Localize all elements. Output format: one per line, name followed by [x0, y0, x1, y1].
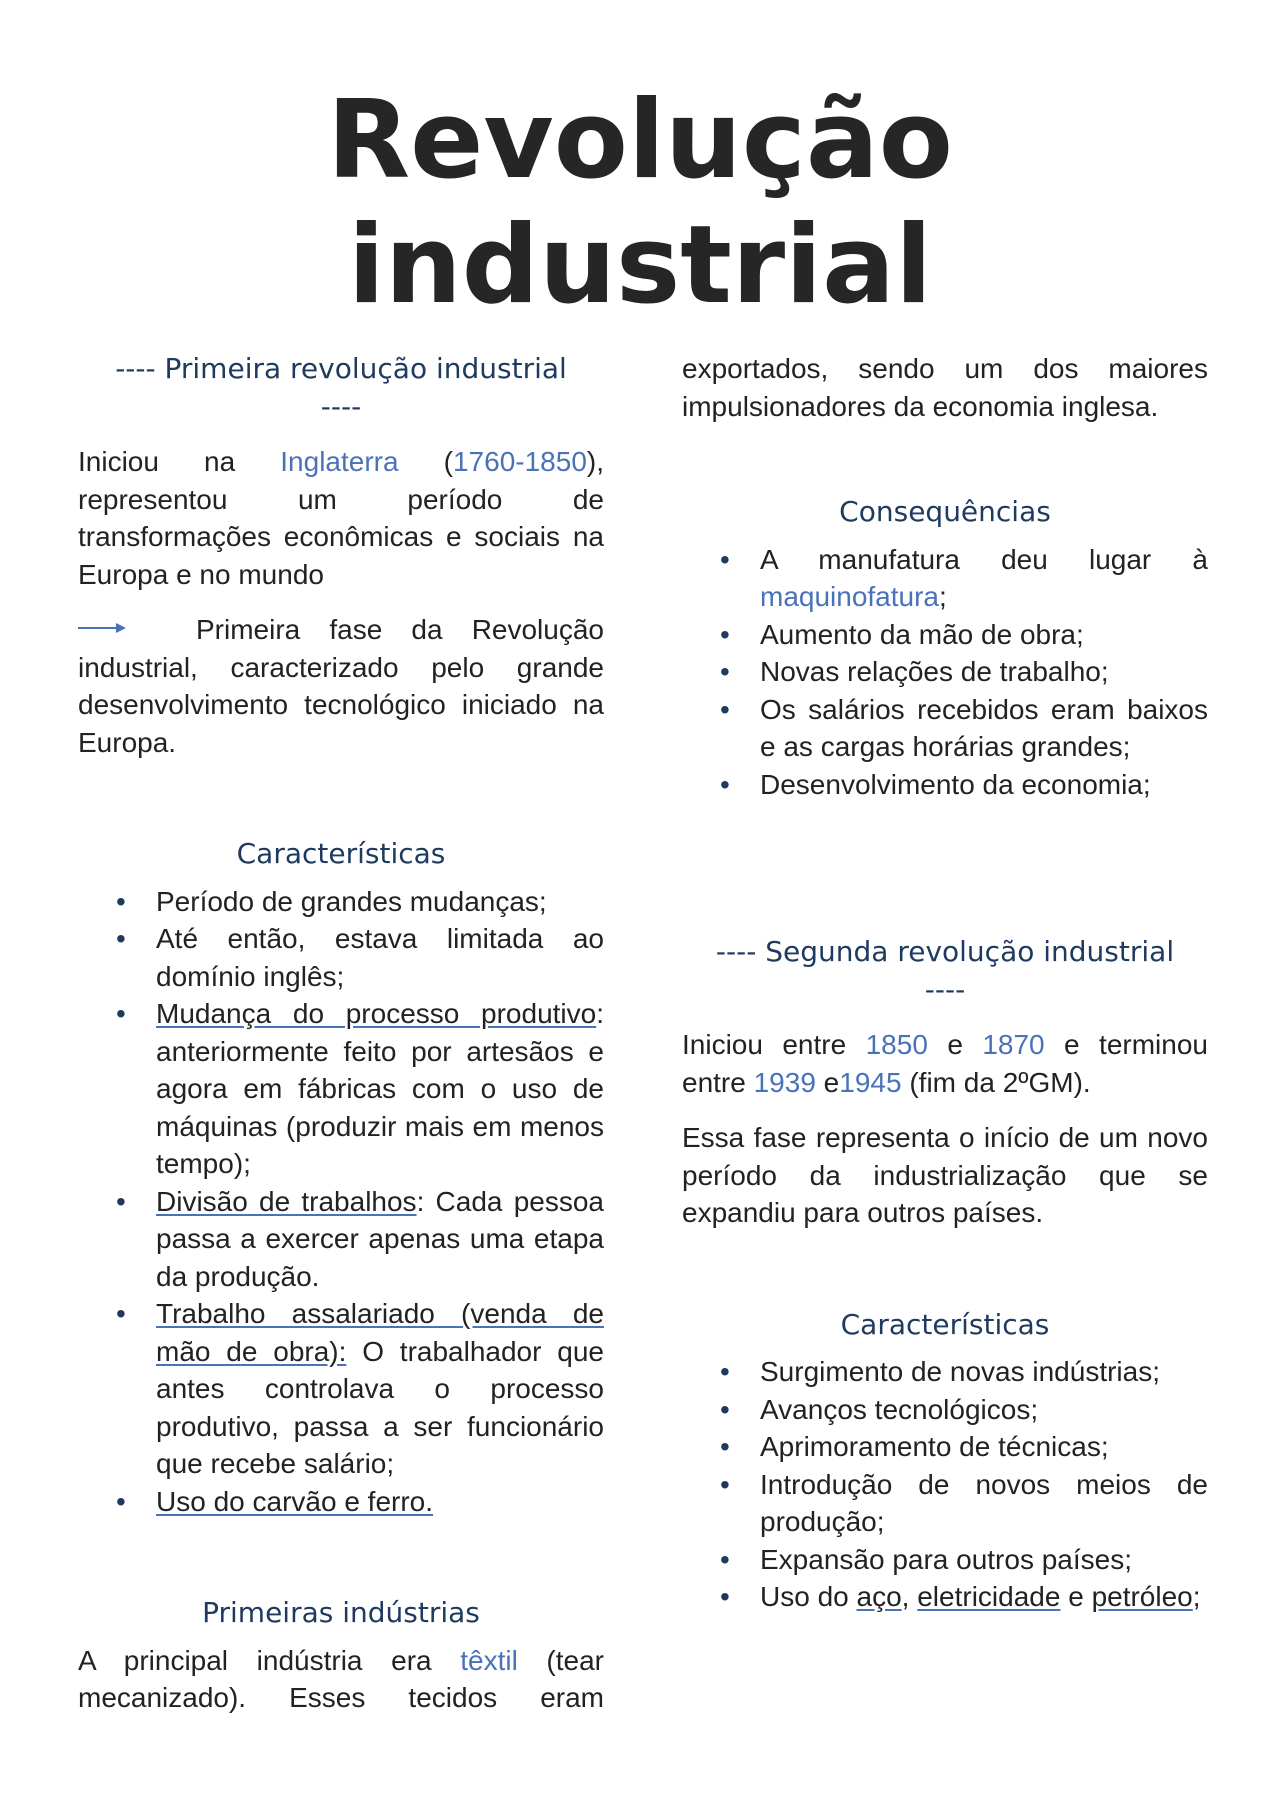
list-item: • Trabalho assalariado (venda de mão de obra): O trabalhador que antes controlava o processo produtivo, passa a ser funcionário que recebe salário; — [156, 1295, 604, 1483]
first-industries-continued: exportados, sendo um dos maiores impulsionadores da economia inglesa. — [682, 353, 1208, 422]
second-revolution-description: Essa fase representa o início de um novo período da industrialização que se expandiu para outros países. — [682, 1122, 1208, 1228]
place-highlight: Inglaterra — [280, 446, 399, 477]
first-industries-text: A principal indústria era têxtil (tear mecanizado). Esses tecidos eram — [78, 1644, 604, 1713]
right-arrow-icon — [78, 621, 126, 635]
list-item: • Até então, estava limitada ao domínio inglês; — [156, 920, 604, 995]
list-item: • Aumento da mão de obra; — [760, 616, 1208, 654]
page-title — [0, 78, 1280, 328]
years-highlight: 1760-1850 — [452, 446, 587, 477]
first-revolution-description: Primeira fase da Revolução industrial, caracterizado pelo grande desenvolvimento tecnológico iniciado na Europa. — [78, 614, 604, 758]
right-column — [682, 350, 1208, 1616]
list-item: • Período de grandes mudanças; — [156, 883, 604, 921]
consequences-list — [682, 541, 1208, 804]
list-item: • Novas relações de trabalho; — [760, 653, 1208, 691]
list-item: • Aprimoramento de técnicas; — [760, 1428, 1208, 1466]
textile-highlight: têxtil — [460, 1644, 518, 1676]
list-item: • A manufatura deu lugar à maquinofatura; — [760, 541, 1208, 616]
list-item: • Divisão de trabalhos: Cada pessoa passa a exercer apenas uma etapa da produção. — [156, 1183, 604, 1296]
title-line-1: Revolução — [326, 78, 953, 203]
list-item: • Uso do aço, eletricidade e petróleo; — [760, 1578, 1208, 1616]
section-heading-consequences: Consequências — [839, 495, 1051, 528]
list-item: • Expansão para outros países; — [760, 1541, 1208, 1579]
section-heading-characteristics-1: Características — [236, 837, 446, 870]
section-heading-second-revolution: ---- Segunda revolução industrial ---- — [715, 935, 1175, 1006]
section-heading-characteristics-2: Características — [840, 1307, 1050, 1341]
characteristics-1-list — [78, 883, 604, 1521]
list-item: • Introdução de novos meios de produção; — [760, 1466, 1208, 1541]
title-line-2: industrial — [347, 203, 933, 328]
second-revolution-intro: Iniciou entre 1850 e 1870 e terminou entre 1939 e1945 (fim da 2ºGM). — [682, 1029, 1208, 1098]
list-item: • Os salários recebidos eram baixos e as cargas horárias grandes; — [760, 691, 1208, 766]
section-heading-first-revolution: ---- Primeira revolução industrial ---- — [115, 352, 567, 423]
list-item: • Avanços tecnológicos; — [760, 1391, 1208, 1429]
list-item: • Surgimento de novas indústrias; — [760, 1353, 1208, 1391]
left-column — [78, 350, 604, 1717]
list-item: • Mudança do processo produtivo: anteriormente feito por artesãos e agora em fábricas com o uso de máquinas (produzir mais em menos tempo); — [156, 995, 604, 1183]
list-item: • Desenvolvimento da economia; — [760, 766, 1208, 804]
first-revolution-intro: Iniciou na Inglaterra (1760-1850), representou um período de transformações econômicas e sociais na Europa e no mundo — [78, 446, 604, 590]
list-item: • Uso do carvão e ferro. — [156, 1483, 604, 1521]
characteristics-2-list — [682, 1353, 1208, 1616]
section-heading-first-industries: Primeiras indústrias — [202, 1596, 480, 1629]
